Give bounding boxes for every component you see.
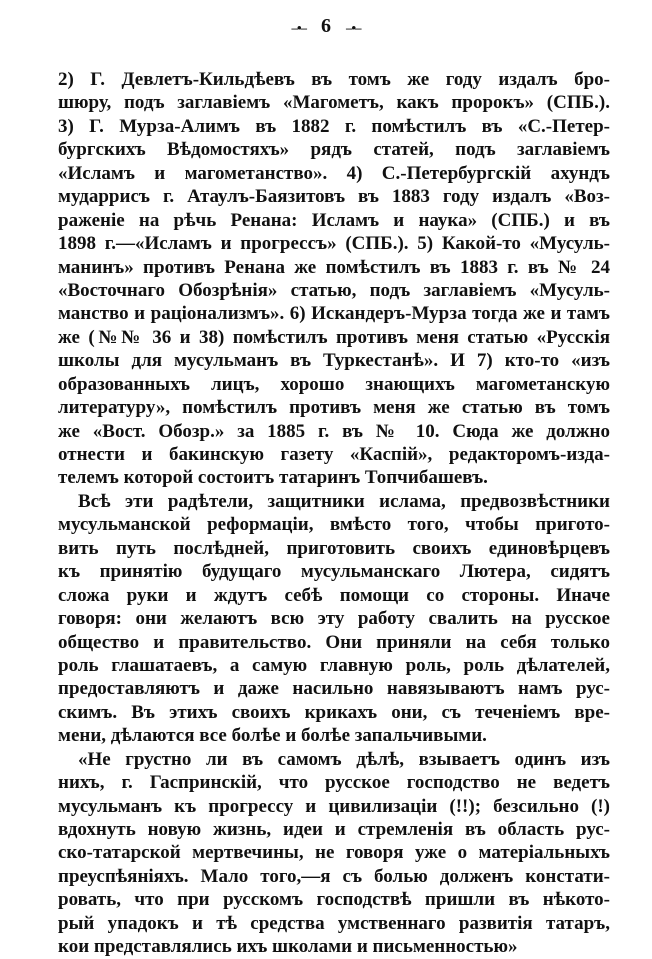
text-line: общество и правительство. Они приняли на себя только	[58, 631, 610, 653]
text-line: шюру, подъ заглавіемъ «Магометъ, какъ пророкъ» (СПБ.).	[58, 92, 610, 114]
text-line: 3) Г. Мурза-Алимъ въ 1882 г. помѣстилъ въ «С.-Петер-	[58, 115, 610, 137]
paragraph-2	[58, 490, 610, 748]
text-line: же (№№ 36 и 38) помѣстилъ противъ меня статью «Русскія	[58, 326, 610, 348]
text-line: мударрисъ г. Атаулъ-Баязитовъ въ 1883 году издалъ «Воз-	[58, 186, 610, 208]
text-line: сложа руки и ждутъ себѣ помощи со стороны. Иначе	[58, 584, 610, 606]
text-line: роль глашатаевъ, а самую главную роль, роль дѣлателей,	[58, 654, 610, 676]
text-line: телемъ которой состоитъ татаринъ Топчибашевъ.	[58, 467, 488, 489]
text-line: 1898 г.—«Исламъ и прогрессъ» (СПБ.). 5) Какой-то «Мусуль-	[58, 233, 610, 255]
text-line: нихъ, г. Гаспринскій, что русское господство не ведетъ	[58, 772, 610, 794]
text-line: къ принятію будущаго мусульманскаго Лютера, сидятъ	[58, 561, 610, 583]
text-line: «Не грустно ли въ самомъ дѣлѣ, взываетъ одинъ изъ	[78, 748, 610, 770]
paragraph-1	[58, 68, 610, 490]
text-line: ровать, что при русскомъ господствѣ пришли въ нѣкото-	[58, 889, 610, 911]
ornament-right: –•–	[346, 20, 361, 35]
text-line: «Исламъ и магометанство». 4) С.-Петербургскій ахундъ	[58, 162, 610, 184]
text-line: говоря: они желаютъ всю эту работу свалить на русское	[58, 608, 610, 630]
text-line: вить путь послѣдней, приготовить своихъ единовѣрцевъ	[58, 537, 610, 559]
body-text	[58, 68, 610, 959]
text-line: кои представлялись ихъ школами и письменностью»	[58, 936, 518, 958]
page-number: 6	[321, 15, 331, 37]
text-line: Всѣ эти радѣтели, защитники ислама, предвозвѣстники	[78, 490, 610, 512]
text-line: бургскихъ Вѣдомостяхъ» рядъ статей, подъ заглавіемъ	[58, 139, 610, 161]
text-line: рый упадокъ и тѣ средства умственнаго развитія татаръ,	[58, 912, 610, 934]
text-line: раженіе на рѣчь Ренана: Исламъ и наука» (СПБ.) и въ	[58, 209, 610, 231]
text-line: мусульманъ къ прогрессу и цивилизаціи (!!); безсильно (!)	[58, 795, 610, 817]
text-line: мусульманской реформаціи, вмѣсто того, чтобы пригото-	[58, 514, 610, 536]
text-line: преуспѣяніяхъ. Мало того,—я съ болью долженъ констати-	[58, 865, 610, 887]
text-line: отнести и бакинскую газету «Каспій», редакторомъ-изда-	[58, 444, 610, 465]
text-line: же «Вост. Обозр.» за 1885 г. въ № 10. Сюда же должно	[58, 420, 610, 442]
page-header	[0, 14, 652, 40]
text-line: вдохнуть новую жизнь, идеи и стремленія въ область рус-	[58, 819, 610, 840]
text-line: образованныхъ лицъ, хорошо знающихъ магометанскую	[58, 373, 610, 395]
text-line: манинъ» противъ Ренана же помѣстилъ въ 1883 г. въ № 24	[58, 256, 610, 278]
text-line: «Восточнаго Обозрѣнія» статью, подъ заглавіемъ «Мусуль-	[58, 279, 610, 301]
ornament-left: –•–	[291, 20, 306, 35]
text-line: школы для мусульманъ въ Туркестанѣ». И 7) кто-то «изъ	[58, 350, 610, 372]
paragraph-3	[58, 748, 610, 959]
text-line: 2) Г. Девлетъ-Кильдѣевъ въ томъ же году издалъ бро-	[58, 69, 610, 90]
text-line: скимъ. Въ этихъ своихъ крикахъ они, съ теченіемъ вре-	[58, 701, 610, 723]
text-line: предоставляютъ и даже насильно навязываютъ намъ рус-	[58, 678, 610, 700]
text-line: мени, дѣлаются все болѣе и болѣе запальчивыми.	[58, 725, 487, 747]
text-line: литературу», помѣстилъ противъ меня же статью въ томъ	[58, 397, 610, 419]
text-line: манство и раціонализмъ». 6) Искандеръ-Мурза тогда же и тамъ	[58, 303, 610, 325]
text-line: ско-татарской мертвечины, не говоря уже о матеріальныхъ	[58, 842, 610, 864]
